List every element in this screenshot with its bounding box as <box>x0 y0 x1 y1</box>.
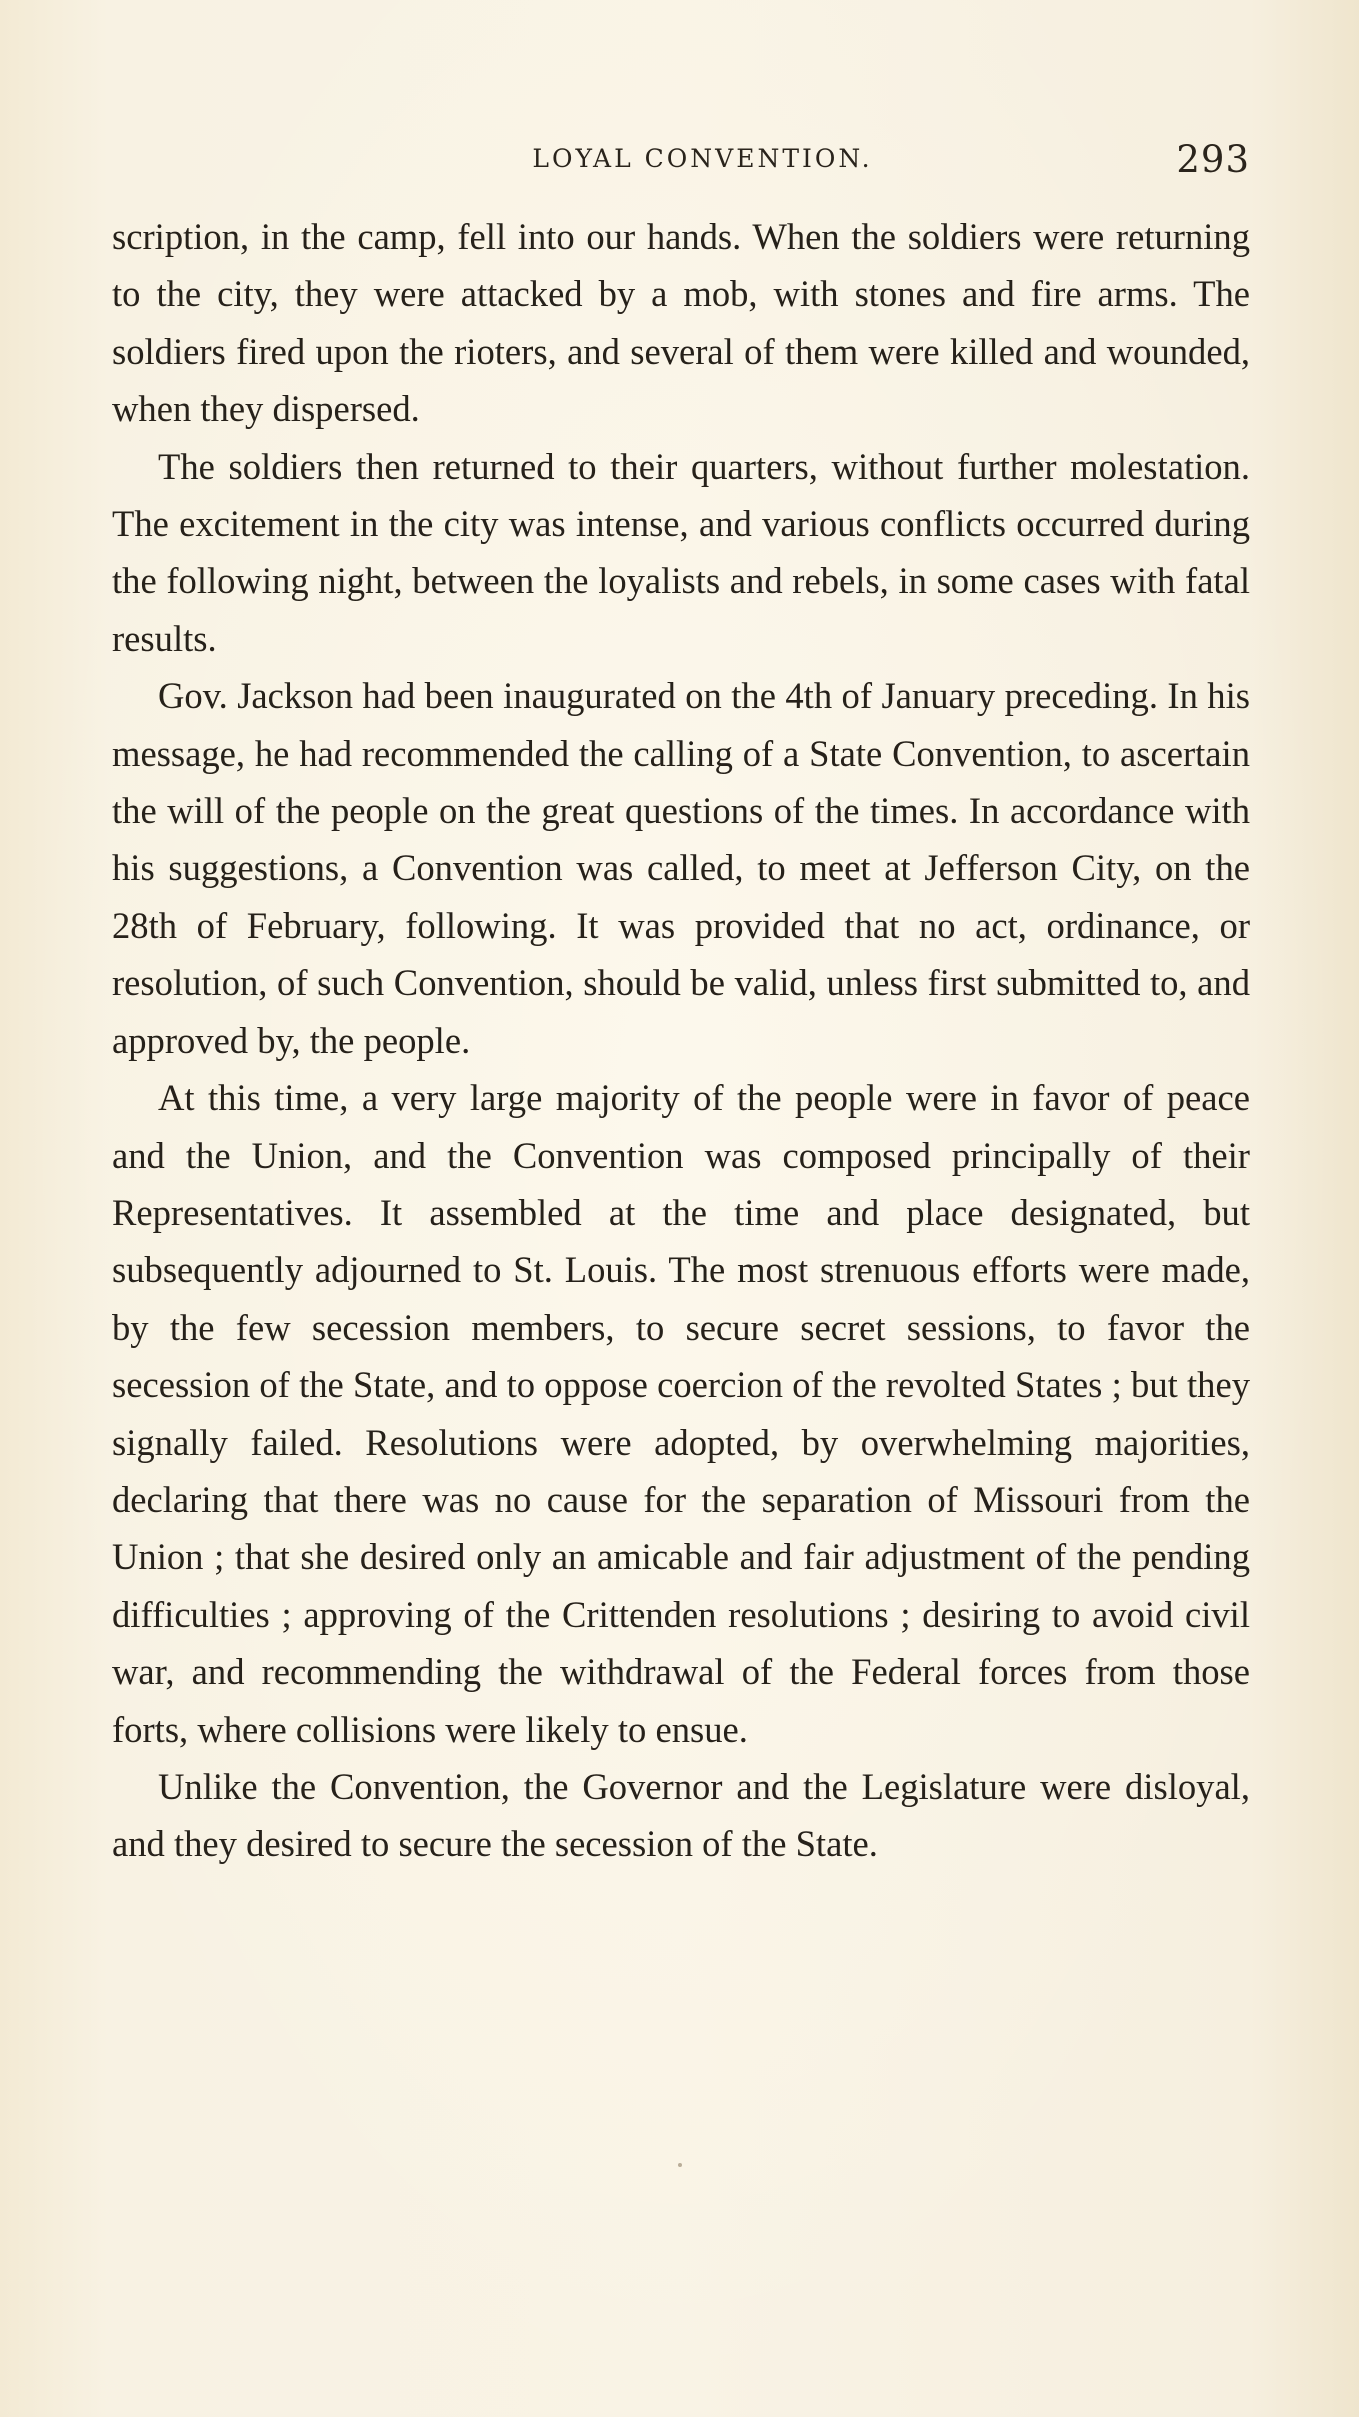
running-title: LOYAL CONVENTION. <box>532 144 873 173</box>
paragraph-continued: scription, in the camp, fell into our hands. When the soldiers were returning to the city, they were attacked by a mob, with stones and fire arms. The soldiers fired upon the rioters, and several of them were killed and wounded, when they dispersed. <box>112 216 1250 430</box>
paragraph: At this time, a very large majority of the people were in favor of peace and the Union, and the Convention was composed principally of their Representatives. It assembled at the time and place designated, but subsequently adjourned to St. Louis. The most strenuous efforts were made, by the few secession members, to secure secret sessions, to favor the secession of the State, and to oppose coercion of the revolted States ; but they signally failed. Resolutions were adopted, by overwhelming majorities, declaring that there was no cause for the separation of Missouri from the Union ; that she desired only an amicable and fair adjustment of the pending difficulties ; approving of the Crittenden resolutions ; desiring to avoid civil war, and recommending the withdrawal of the Federal forces from those forts, where collisions were likely to ensue. <box>112 1077 1250 1750</box>
ink-speck <box>678 2163 682 2167</box>
paragraph: Unlike the Convention, the Governor and the Legislature were disloyal, and they desired to secure the secession of the State. <box>112 1765 1250 1865</box>
paragraph: The soldiers then returned to their quarters, without further molestation. The excitement in the city was intense, and various conflicts occurred during the following night, between the loyalists and rebels, in some cases with fatal results. <box>112 445 1250 659</box>
page-number: 293 <box>1176 138 1250 181</box>
running-head <box>115 138 1250 180</box>
body-text <box>112 208 1250 1873</box>
paragraph: Gov. Jackson had been inaugurated on the 4th of January preceding. In his message, he had recommended the calling of a State Convention, to ascertain the will of the people on the great questions of the times. In accordance with his suggestions, a Convention was called, to meet at Jefferson City, on the 28th of February, following. It was provided that no act, ordinance, or resolution, of such Convention, should be valid, unless first submitted to, and approved by, the people. <box>112 675 1250 1061</box>
